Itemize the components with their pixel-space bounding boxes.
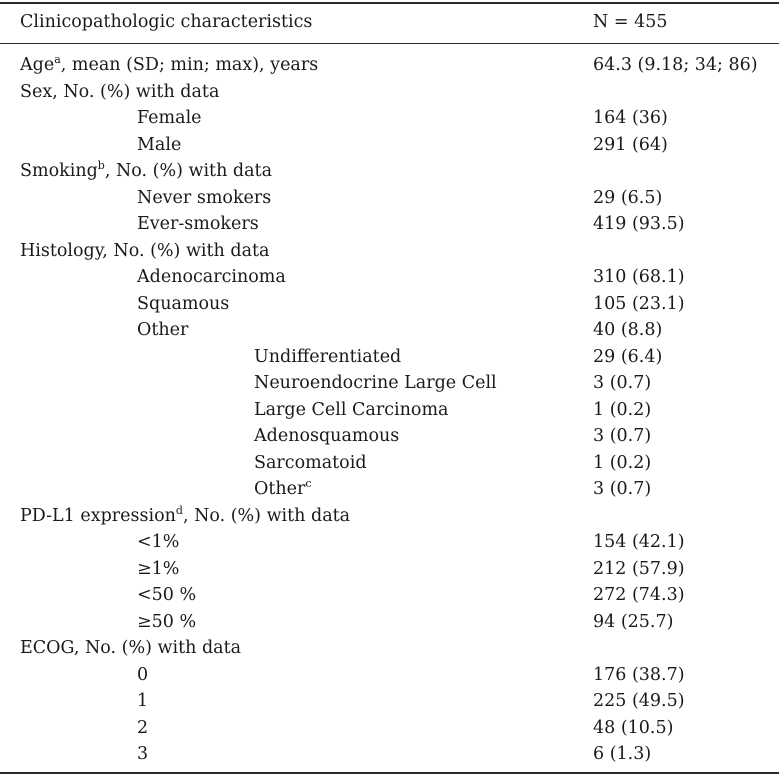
row-value: 64.3 (9.18; 34; 86) <box>593 55 758 75</box>
table-row <box>0 79 779 106</box>
row-label-text: Adenosquamous <box>254 426 400 446</box>
row-label-text: Histology, No. (%) with data <box>20 240 270 261</box>
row-label-text: Ever-smokers <box>137 214 259 234</box>
row-value: 1 (0.2) <box>593 399 652 420</box>
row-value: 3 (0.7) <box>593 373 652 393</box>
table-row <box>0 503 779 530</box>
row-value: 291 (64) <box>593 134 668 155</box>
row-value: 176 (38.7) <box>593 664 685 685</box>
table-row <box>0 476 779 503</box>
footnote-marker: b <box>97 159 105 172</box>
row-label <box>137 132 181 159</box>
row-label <box>137 582 196 609</box>
row-value: 272 (74.3) <box>593 585 685 605</box>
row-label <box>137 529 179 556</box>
row-label-text: Female <box>137 108 202 128</box>
row-label <box>254 397 448 424</box>
row-label <box>254 370 497 397</box>
row-label <box>20 79 219 106</box>
row-label-text: Sex, No. (%) with data <box>20 81 220 102</box>
table-row <box>0 211 779 238</box>
row-label <box>137 609 196 636</box>
row-value: 419 (93.5) <box>593 214 685 234</box>
row-label <box>20 52 318 81</box>
table-row <box>0 609 779 636</box>
row-label <box>137 211 259 238</box>
row-label-text: Smoking <box>20 161 98 181</box>
table-row <box>0 264 779 291</box>
row-value: 212 (57.9) <box>593 558 685 579</box>
header-n: N = 455 <box>593 12 668 32</box>
row-value: 154 (42.1) <box>593 532 685 552</box>
row-value: 3 (0.7) <box>593 479 652 499</box>
table-row <box>0 715 779 742</box>
row-value: 1 (0.2) <box>593 452 652 473</box>
header-characteristics: Clinicopathologic characteristics <box>20 12 313 32</box>
row-label-text: 2 <box>137 717 149 738</box>
row-label <box>20 238 270 265</box>
table-row <box>0 105 779 132</box>
row-value: 105 (23.1) <box>593 293 685 314</box>
row-label-text: 1 <box>137 691 149 711</box>
row-label-text: ECOG, No. (%) with data <box>20 638 242 658</box>
table-row <box>0 556 779 583</box>
row-label-text: Large Cell Carcinoma <box>254 399 449 420</box>
table-row <box>0 132 779 159</box>
table-row <box>0 397 779 424</box>
row-label-suffix: , No. (%) with data <box>182 505 351 526</box>
row-label-text: <1% <box>137 532 180 552</box>
row-value: 48 (10.5) <box>593 717 674 738</box>
table-header <box>0 3 779 43</box>
row-label <box>137 264 286 291</box>
row-label-text: Age <box>20 55 55 75</box>
row-value: 164 (36) <box>593 108 668 128</box>
table-row <box>0 662 779 689</box>
row-label <box>20 635 241 662</box>
row-value: 40 (8.8) <box>593 320 663 340</box>
row-value: 29 (6.5) <box>593 187 663 208</box>
row-label <box>137 185 271 212</box>
table-row <box>0 291 779 318</box>
row-label-text: Adenocarcinoma <box>137 267 286 287</box>
row-label <box>20 158 272 187</box>
row-label-text: Neuroendocrine Large Cell <box>254 373 497 393</box>
footnote-marker: d <box>175 503 183 517</box>
footnote-marker: c <box>305 477 312 490</box>
row-label-text: PD-L1 expression <box>20 505 176 526</box>
table-row <box>0 52 779 79</box>
table-row <box>0 423 779 450</box>
table-row <box>0 741 779 768</box>
table-row <box>0 450 779 477</box>
row-label <box>20 503 350 532</box>
row-label <box>137 317 188 344</box>
row-value: 225 (49.5) <box>593 691 685 711</box>
row-label-text: ≥1% <box>137 558 180 579</box>
row-label-suffix: , mean (SD; min; max), years <box>60 55 319 75</box>
row-value: 3 (0.7) <box>593 426 652 446</box>
table-row <box>0 635 779 662</box>
row-label-suffix: , No. (%) with data <box>104 161 273 181</box>
table-row <box>0 688 779 715</box>
row-label-text: 0 <box>137 664 149 685</box>
row-value: 310 (68.1) <box>593 267 685 287</box>
table-row <box>0 370 779 397</box>
row-label <box>254 344 401 371</box>
row-label-text: Undifferentiated <box>254 346 402 367</box>
row-label <box>137 741 148 768</box>
table-row <box>0 238 779 265</box>
table-row <box>0 317 779 344</box>
row-value: 6 (1.3) <box>593 744 652 764</box>
footnote-marker: a <box>54 53 61 66</box>
table-row <box>0 158 779 185</box>
row-label-text: Other <box>137 320 189 340</box>
table-row <box>0 582 779 609</box>
table-header-rule <box>0 43 779 44</box>
table-row <box>0 529 779 556</box>
row-label-text: Sarcomatoid <box>254 452 367 473</box>
row-label-text: Squamous <box>137 293 230 314</box>
row-label <box>254 423 399 450</box>
row-label <box>137 105 202 132</box>
table-row <box>0 185 779 212</box>
row-label <box>137 662 148 689</box>
table-bottom-rule <box>0 772 779 774</box>
row-label <box>137 688 148 715</box>
row-label-text: Other <box>254 479 306 499</box>
row-label <box>137 291 229 318</box>
row-label-text: ≥50 % <box>137 611 197 632</box>
row-label-text: Male <box>137 134 182 155</box>
row-label-text: 3 <box>137 744 149 764</box>
row-label <box>254 450 367 477</box>
row-value: 29 (6.4) <box>593 346 663 367</box>
row-label-text: <50 % <box>137 585 197 605</box>
row-label <box>137 715 148 742</box>
row-label <box>254 476 312 505</box>
table-body <box>0 52 779 768</box>
row-label <box>137 556 179 583</box>
row-value: 94 (25.7) <box>593 611 674 632</box>
table-row <box>0 344 779 371</box>
row-label-text: Never smokers <box>137 187 272 208</box>
